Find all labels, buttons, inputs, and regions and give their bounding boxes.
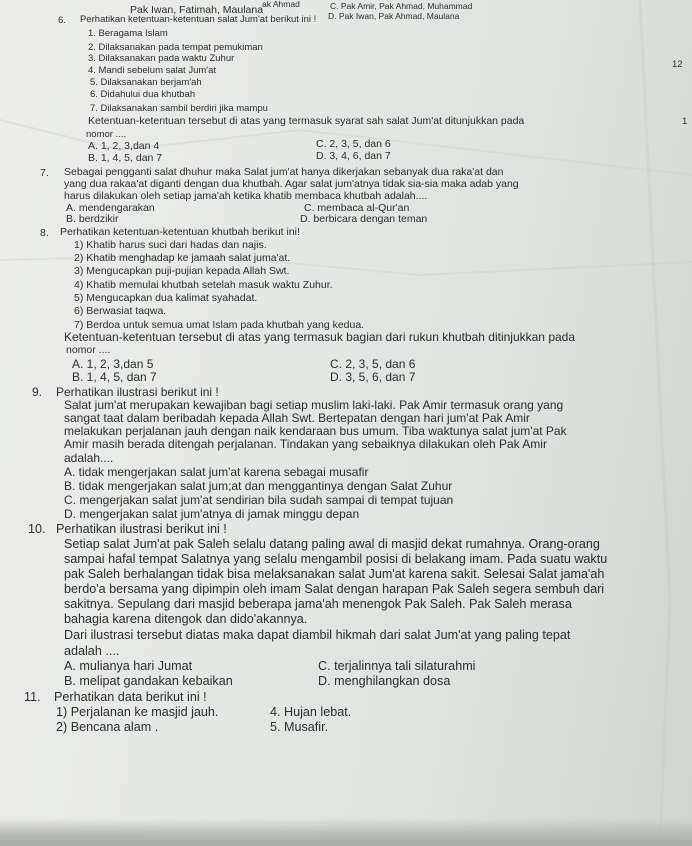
text-line: nomor .... — [86, 129, 127, 140]
text-line: D. mengerjakan salat jum'atnya di jamak minggu depan — [64, 507, 360, 521]
text-line: 2) Bencana alam . — [56, 720, 159, 734]
text-line: 11. — [24, 690, 41, 704]
text-line: 9. — [32, 385, 43, 399]
text-line: Sebagai pengganti salat dhuhur maka Salat jum'at hanya dikerjakan sebanyak dua raka'at dan — [64, 166, 504, 178]
text-line: Perhatikan ketentuan-ketentuan khutbah berikut ini! — [60, 226, 300, 238]
text-line: Perhatikan data berikut ini ! — [54, 690, 207, 704]
text-line: B. 1, 4, 5, dan 7 — [88, 152, 163, 164]
text-line: C. terjalinnya tali silaturahmi — [318, 659, 476, 673]
text-line: ak Ahmad — [262, 0, 300, 9]
text-line: 6. — [58, 15, 66, 26]
text-line: B. tidak mengerjakan salat jum;at dan menggantinya dengan Salat Zuhur — [64, 479, 453, 493]
text-line: melakukan perjalanan jauh dengan naik kendaraan bus umum. Tiba waktunya salat jum'at Pak — [64, 424, 567, 438]
text-line: 1) Khatib harus suci dari hadas dan najis. — [74, 239, 267, 251]
text-line: 4. Hujan lebat. — [270, 705, 352, 719]
text-line: sakitnya. Sepulang dari masjid beberapa jama'ah menengok Pak Saleh. Pak Saleh merasa — [64, 597, 572, 611]
text-line: Setiap salat Jum'at pak Saleh selalu datang paling awal di masjid dekat rumahnya. Orang-orang — [64, 537, 600, 551]
text-line: C. membaca al-Qur'an — [304, 202, 410, 214]
text-line: C. Pak Amir, Pak Ahmad, Muhammad — [330, 1, 473, 11]
text-line: 10. — [28, 522, 46, 536]
text-line: 7) Berdoa untuk semua umat Islam pada khutbah yang kedua. — [74, 319, 365, 331]
text-line: bahagia karena ditengok dan dido'akannya. — [64, 612, 308, 626]
text-line: 12 — [672, 59, 683, 70]
text-line: pak Saleh berhalangan tidak bisa melaksanakan salat Jum'at karena sakit. Selesai Salat jama'ah — [64, 567, 605, 581]
text-line: B. melipat gandakan kebaikan — [64, 674, 233, 688]
text-line: 1. Beragama Islam — [88, 28, 168, 39]
text-line: B. berdzikir — [66, 213, 119, 225]
text-line: D. 3, 5, 6, dan 7 — [330, 370, 416, 384]
text-line: Perhatikan ilustrasi berikut ini ! — [56, 522, 227, 536]
text-line: Perhatikan ilustrasi berikut ini ! — [56, 385, 219, 399]
text-line: A. 1, 2, 3,dan 5 — [72, 357, 154, 371]
text-line: nomor .... — [66, 344, 111, 356]
text-line: 7. Dilaksanakan sambil berdiri jika mampu — [90, 103, 268, 114]
text-line: 4. Mandi sebelum salat Jum'at — [88, 65, 217, 76]
text-line: D. Pak Iwan, Pak Ahmad, Maulana — [328, 11, 460, 21]
text-line: A. mulianya hari Jumat — [64, 659, 193, 673]
text-line: A. 1, 2, 3,dan 4 — [88, 140, 160, 152]
text-line: D. 3, 4, 6, dan 7 — [316, 150, 391, 162]
text-line: 5. Musafir. — [270, 720, 329, 734]
text-line: 5) Mengucapkan dua kalimat syahadat. — [74, 292, 258, 304]
text-line: A. tidak mengerjakan salat jum'at karena sebagai musafir — [64, 465, 369, 479]
text-line: 1) Perjalanan ke masjid jauh. — [56, 705, 219, 719]
text-line: 2) Khatib menghadap ke jamaah salat juma'at. — [74, 252, 291, 264]
text-line: B. 1, 4, 5, dan 7 — [72, 370, 157, 384]
text-line: Perhatikan ketentuan-ketentuan salat Jum'at berikut ini ! — [80, 14, 317, 25]
text-line: adalah .... — [64, 644, 120, 658]
text-line: 6. Didahului dua khutbah — [90, 89, 196, 100]
text-line: 2. Dilaksanakan pada tempat pemukiman — [88, 42, 263, 53]
text-line: A. mendengarakan — [66, 202, 155, 214]
text-line: D. menghilangkan dosa — [318, 674, 451, 688]
text-line: 3) Mengucapkan puji-pujian kepada Allah Swt. — [74, 265, 290, 277]
text-line: Pak Iwan, Fatimah, Maulana — [130, 4, 264, 16]
text-line: Ketentuan-ketentuan tersebut di atas yang termasuk bagian dari rukun khutbah ditinjukkan pada — [64, 330, 576, 344]
text-line: sangat taat dalam beribadah kepada Allah Swt. Bertepatan dengan hari jum'at Pak Amir — [64, 411, 530, 425]
text-line: Dari ilustrasi tersebut diatas maka dapat diambil hikmah dari salat Jum'at yang paling tepat — [64, 628, 571, 642]
page-bottom-shadow — [0, 818, 692, 846]
text-line: C. mengerjakan salat jum'at sendirian bila sudah sampai di tempat tujuan — [64, 493, 454, 507]
text-line: sampai hafal tempat Salatnya yang selalu mengambil posisi di belakang imam. Pada suatu waktu — [64, 552, 608, 566]
text-line: 7. — [40, 167, 49, 179]
text-line: C. 2, 3, 5, dan 6 — [316, 138, 391, 150]
text-line: D. berbicara dengan teman — [300, 213, 428, 225]
text-line: harus dilakukan oleh setiap jama'ah ketika khatib membaca khutbah adalah.... — [64, 190, 428, 202]
text-line: adalah.... — [64, 451, 114, 465]
text-line: 5. Dilaksanakan berjam'ah — [90, 77, 202, 88]
text-line: 1 — [682, 116, 688, 127]
text-line: Salat jum'at merupakan kewajiban bagi setiap muslim laki-laki. Pak Amir termasuk orang yang — [64, 398, 564, 412]
text-line: yang dua rakaa'at diganti dengan dua khutbah. Agar salat jum'atnya tidak sia-sia maka adab yang — [64, 178, 519, 190]
text-line: Ketentuan-ketentuan tersebut di atas yang termasuk syarat sah salat Jum'at ditunjukkan pada — [88, 115, 525, 127]
text-line: C. 2, 3, 5, dan 6 — [330, 357, 416, 371]
text-line: 8. — [40, 227, 49, 239]
text-line: 3. Dilaksanakan pada waktu Zuhur — [88, 53, 235, 64]
text-line: 6) Berwasiat taqwa. — [74, 305, 167, 317]
text-line: Amir masih berada ditengah perjalanan. Tindakan yang sebaiknya dilakukan oleh Pak Amir — [64, 437, 547, 451]
text-line: berdo'a bersama yang dipimpin oleh imam Salat dengan harapan Pak Saleh segera sembuh dari — [64, 582, 605, 596]
text-line: 4) Khatib memulai khutbah setelah masuk waktu Zuhur. — [74, 279, 333, 291]
